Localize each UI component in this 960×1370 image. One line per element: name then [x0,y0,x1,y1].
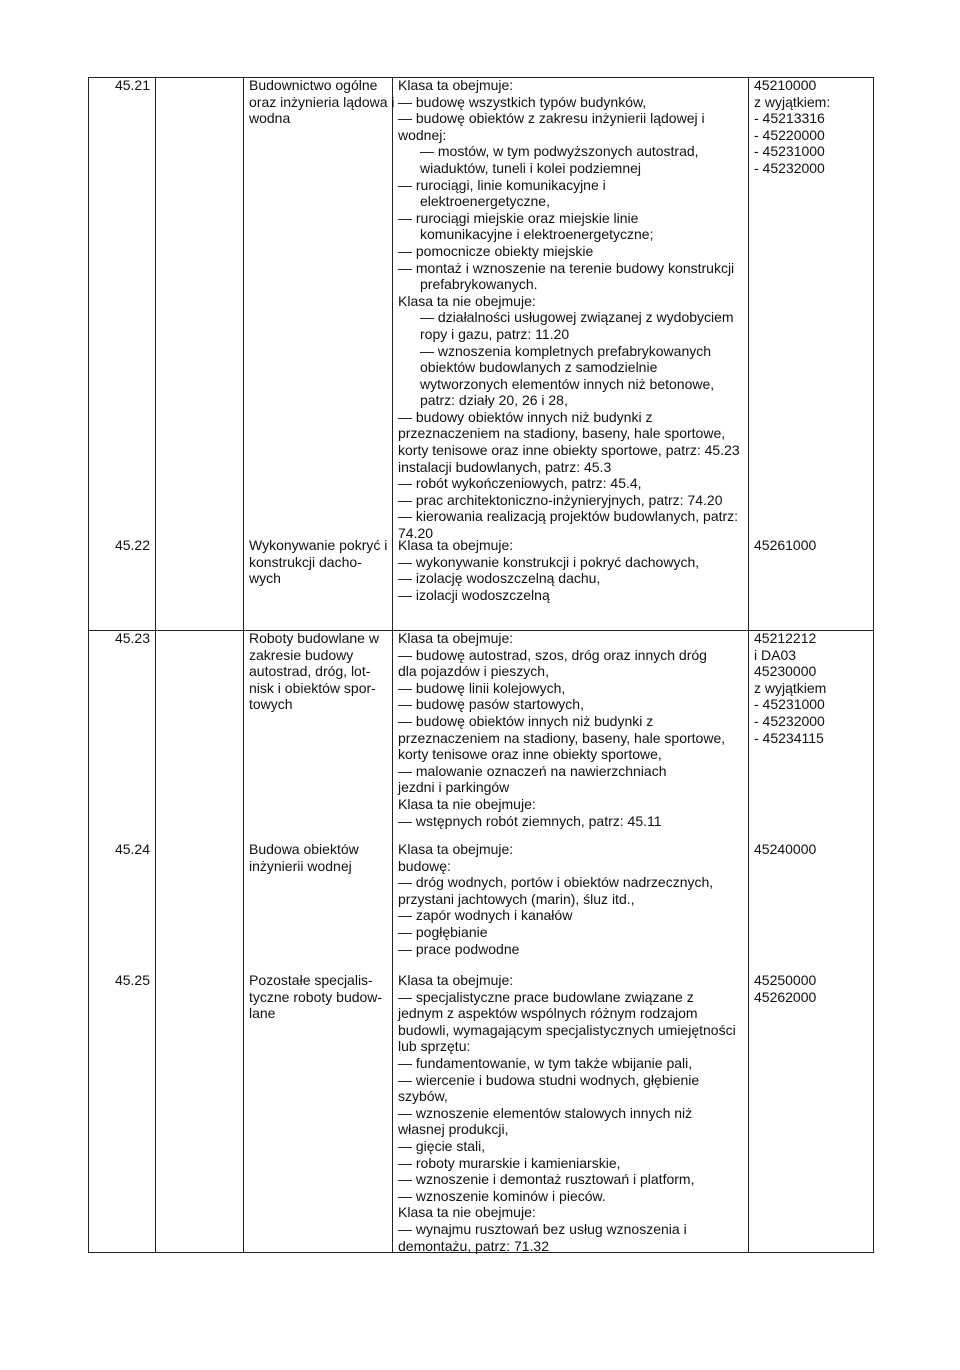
description-line: — mostów, w tym podwyższonych autostrad, [420,143,699,160]
description-line: wytworzonych elementów innych niż betonowe, [420,375,715,392]
class-name-line: lane [249,1005,276,1022]
cpv-codes [754,841,816,858]
cpv-code-line: 45212212 [754,630,817,646]
description-line: — budowę linii kolejowych, [398,679,566,696]
description-line: Klasa ta obejmuje: [398,972,514,988]
description-line: — izolację wodoszczelną dachu, [398,570,601,587]
description-line: — wznoszenia kompletnych prefabrykowanych [420,342,712,359]
description-line: — dróg wodnych, portów i obiektów nadrzecznych, [398,874,714,891]
description-line: — roboty murarskie i kamieniarskie, [398,1154,621,1171]
description-line: — budowę pasów startowych, [398,696,584,713]
class-name-line: nisk i obiektów spor- [249,679,376,696]
description-line: wodnej: [398,126,447,143]
column-divider [748,77,749,1253]
description-line: — pomocnicze obiekty miejskie [398,242,594,259]
cpv-code-line: 45250000 [754,972,817,988]
description-line: — budowę obiektów z zakresu inżynierii lądowej i [398,110,705,127]
cpv-code-line: - 45231000 [754,143,825,160]
cpv-codes [754,972,816,1005]
description-line: przystani jachtowych (marin), śluz itd., [398,890,635,907]
description-line: własnej produkcji, [398,1121,509,1138]
class-name-line: inżynierii wodnej [249,857,352,874]
description-line: patrz: działy 20, 26 i 28, [420,392,568,409]
description-line: — budowy obiektów innych niż budynki z [398,408,653,425]
class-name-line: oraz inżynieria lądowa i [249,93,395,110]
class-code: 45.22 [114,537,150,553]
description-line: — kierowania realizacją projektów budowlanych, patrz: [398,508,739,525]
class-code: 45.23 [114,630,150,646]
class-name-line: Pozostałe specjalis- [249,972,373,988]
description-line: budowli, wymagającym specjalistycznych umiejętności [398,1021,736,1038]
cpv-code-line: - 45232000 [754,159,825,176]
description-line: — działalności usługowej związanej z wydobyciem [420,309,734,326]
cpv-code-line: - 45234115 [754,729,824,746]
class-name-line: tyczne roboty budow- [249,988,383,1005]
cpv-code-line: 45262000 [754,988,817,1005]
cpv-codes [754,537,816,554]
description-line: — montaż i wznoszenie na terenie budowy konstrukcji [398,259,735,276]
description-line: — wykonywanie konstrukcji i pokryć dachowych, [398,553,700,570]
description-line: — pogłębianie [398,923,488,940]
description-line: — izolacji wodoszczelną [398,586,550,603]
description-line: 74.20 [398,525,434,542]
description-line: — budowę autostrad, szos, dróg oraz innych dróg [398,646,707,663]
description-line: lub sprzętu: [398,1038,471,1055]
description-line: szybów, [398,1088,448,1105]
class-name-line: zakresie budowy [249,646,354,663]
cpv-codes [754,630,826,746]
description-line: — prace podwodne [398,940,520,957]
description-line: — wznoszenie elementów stalowych innych niż [398,1104,693,1121]
description-line: — rurociągi miejskie oraz miejskie linie [398,209,639,226]
description-line: Klasa ta obejmuje: [398,630,514,646]
description-line: — fundamentowanie, w tym także wbijanie pali, [398,1054,693,1071]
class-name-line: Roboty budowlane w [249,630,379,646]
class-name-line: towych [249,696,293,713]
cpv-code-line: z wyjątkiem: [754,93,831,110]
cpv-code-line: 45230000 [754,663,817,680]
description-line: — gięcie stali, [398,1137,486,1154]
class-description [398,630,725,829]
class-name-line: konstrukcji dacho- [249,553,362,570]
class-description [398,972,736,1254]
description-line: dla pojazdów i pieszych, [398,663,549,680]
class-code: 45.24 [114,841,150,857]
description-line: — wynajmu rusztowań bez usług wznoszenia i [398,1220,687,1237]
class-description [398,537,699,603]
description-line: wiaduktów, tuneli i kolei podziemnej [420,159,642,176]
cpv-code-line: i DA03 [754,646,797,663]
description-line: — rurociągi, linie komunikacyjne i [398,176,606,193]
description-line: Klasa ta obejmuje: [398,537,514,553]
class-name [249,630,379,713]
class-name-line: Budownictwo ogólne [249,77,378,93]
table-border-right [873,77,874,1253]
table-border-left [88,77,89,1253]
class-name-line: wodna [249,110,291,127]
class-name-line: Budowa obiektów [249,841,359,857]
description-line: — specjalistyczne prace budowlane związane z [398,988,694,1005]
cpv-code-line: 45240000 [754,841,817,857]
cpv-codes [754,77,830,177]
description-line: — robót wykończeniowych, patrz: 45.4, [398,475,642,492]
description-line: — prac architektoniczno-inżynieryjnych, patrz: 74.20 [398,491,723,508]
class-name [249,77,395,127]
description-line: — budowę wszystkich typów budynków, [398,93,647,110]
class-code: 45.25 [114,972,150,988]
description-line: korty tenisowe oraz inne obiekty sportowe, patrz: 45.23 [398,442,740,459]
description-line: — malowanie oznaczeń na nawierzchniach [398,762,667,779]
description-line: — wstępnych robót ziemnych, patrz: 45.11 [398,812,662,829]
description-line: ropy i gazu, patrz: 11.20 [420,325,570,342]
column-divider [392,77,393,1253]
description-line: — budowę obiektów innych niż budynki z [398,712,654,729]
description-line: — wznoszenie i demontaż rusztowań i platform, [398,1171,695,1188]
class-name-line: autostrad, dróg, lot- [249,663,371,680]
column-divider [155,77,156,1253]
column-divider [243,77,244,1253]
cpv-code-line: 45261000 [754,537,817,553]
description-line: Klasa ta nie obejmuje: [398,795,536,812]
class-code: 45.21 [114,77,150,93]
description-line: jezdni i parkingów [398,779,510,796]
description-line: komunikacyjne i elektroenergetyczne; [420,226,654,243]
description-line: Klasa ta obejmuje: [398,841,514,857]
description-line: — zapór wodnych i kanałów [398,907,573,924]
class-name [249,841,359,874]
description-line: przeznaczeniem na stadiony, baseny, hale sportowe, [398,425,726,442]
description-line: prefabrykowanych. [420,276,538,293]
description-line: przeznaczeniem na stadiony, baseny, hale sportowe, [398,729,726,746]
class-description [398,841,713,957]
cpv-code-line: 45210000 [754,77,817,93]
description-line: korty tenisowe oraz inne obiekty sportowe, [398,746,662,763]
cpv-code-line: - 45232000 [754,712,825,729]
cpv-code-line: - 45213316 [754,110,825,127]
description-line: — wiercenie i budowa studni wodnych, głębienie [398,1071,700,1088]
description-line: jednym z aspektów wspólnych różnym rodzajom [398,1005,698,1022]
cpv-code-line: - 45220000 [754,126,825,143]
cpv-code-line: z wyjątkiem [754,679,827,696]
cpv-code-line: - 45231000 [754,696,825,713]
class-name-line: wych [249,570,281,587]
class-name [249,972,382,1022]
description-line: Klasa ta obejmuje: [398,77,514,93]
description-line: instalacji budowlanych, patrz: 45.3 [398,458,612,475]
description-line: Klasa ta nie obejmuje: [398,292,536,309]
description-line: elektroenergetyczne, [420,193,550,210]
class-description [398,77,740,542]
description-line: — wznoszenie kominów i pieców. [398,1187,606,1204]
class-name [249,537,387,587]
description-line: demontażu, patrz: 71.32 [398,1237,549,1254]
class-name-line: Wykonywanie pokryć i [249,537,388,553]
description-line: Klasa ta nie obejmuje: [398,1204,536,1221]
description-line: obiektów budowlanych z samodzielnie [420,359,658,376]
description-line: budowę: [398,857,451,874]
